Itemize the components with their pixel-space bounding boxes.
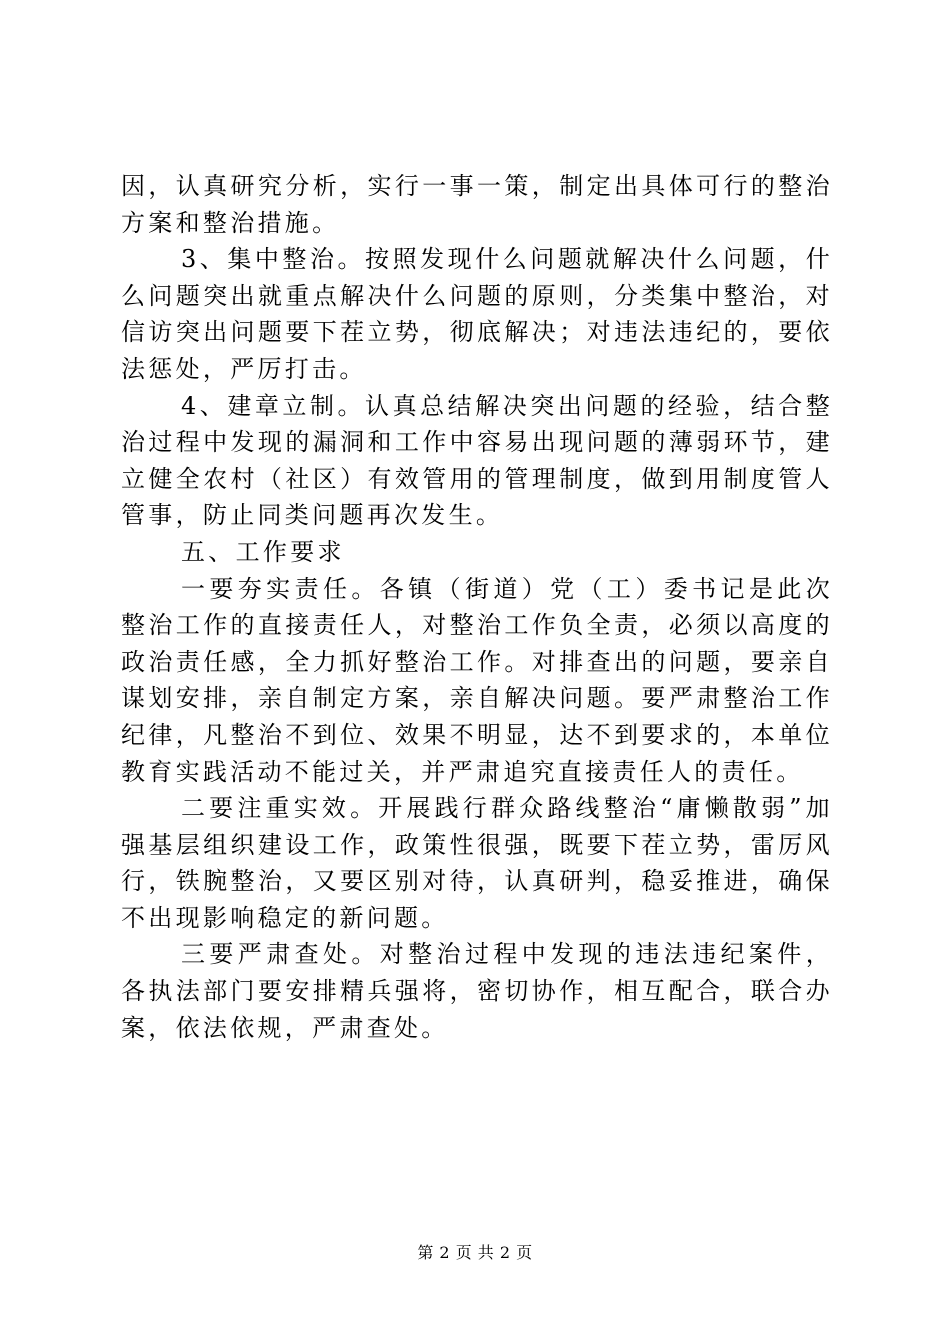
paragraph-item-4: 4、建章立制。认真总结解决突出问题的经验，结合整治过程中发现的漏洞和工作中容易出现问题的薄弱环节，建立健全农村（社区）有效管用的管理制度，做到用制度管人管事，防止同类问题再次发生。 [121,391,833,530]
paragraph-requirement-2: 二要注重实效。开展践行群众路线整治“庸懒散弱”加强基层组织建设工作，政策性很强，既要下茬立势，雷厉风行，铁腕整治，又要区别对待，认真研判，稳妥推进，确保不出现影响稳定的新问题。 [121,794,833,932]
paragraph-requirement-1: 一要夯实责任。各镇（街道）党（工）委书记是此次整治工作的直接责任人，对整治工作负全责，必须以高度的政治责任感，全力抓好整治工作。对排查出的问题，要亲自谋划安排，亲自制定方案，亲自解决问题。要严肃整治工作纪律，凡整治不到位、效果不明显，达不到要求的，本单位教育实践活动不能过关，并严肃追究直接责任人的责任。 [121,574,833,786]
paragraph-continuation: 因，认真研究分析，实行一事一策，制定出具体可行的整治方案和整治措施。 [121,172,833,237]
paragraph-requirement-3: 三要严肃查处。对整治过程中发现的违法违纪案件，各执法部门要安排精兵强将，密切协作，相互配合，联合办案，依法依规，严肃查处。 [121,940,833,1042]
page-footer: 第 2 页 共 2 页 [417,1243,533,1262]
section-heading: 五、工作要求 [181,537,345,566]
document-body [121,168,833,1046]
paragraph-item-3: 3、集中整治。按照发现什么问题就解决什么问题，什么问题突出就重点解决什么问题的原则，分类集中整治，对信访突出问题要下茬立势，彻底解决；对违法违纪的，要依法惩处，严厉打击。 [121,245,833,383]
